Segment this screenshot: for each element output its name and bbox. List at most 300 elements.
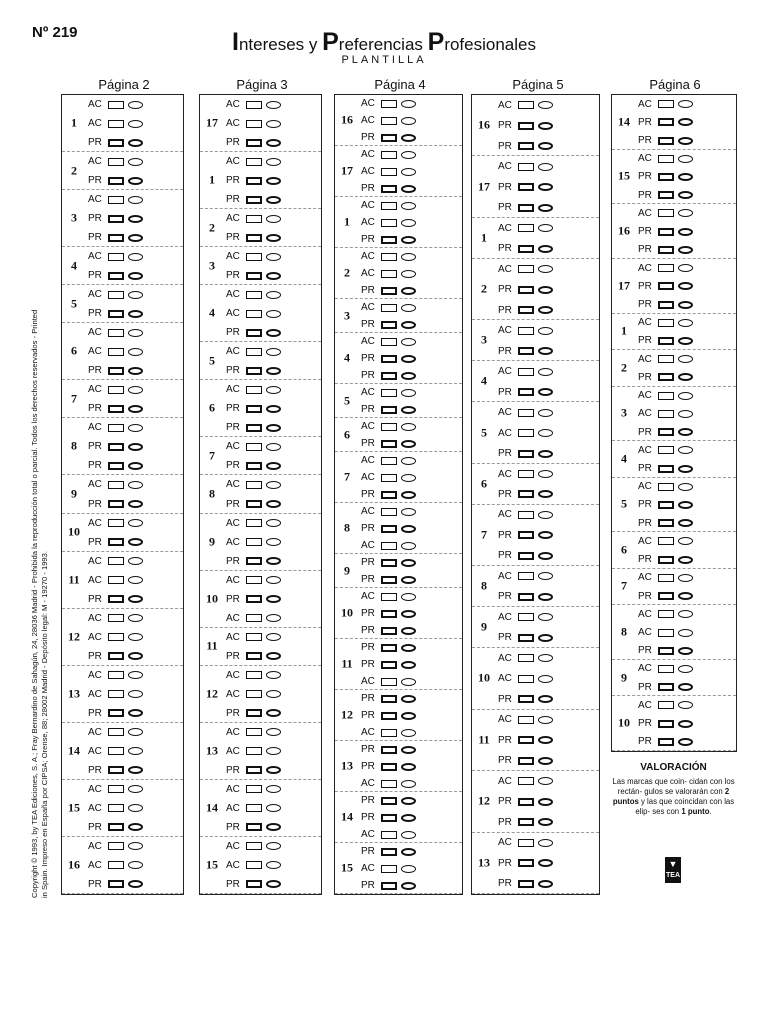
item-row [472, 566, 599, 607]
option-label: AC [88, 156, 102, 168]
oval-mark-icon [678, 683, 693, 691]
oval-mark-icon [401, 508, 416, 516]
oval-mark-icon [128, 405, 143, 413]
oval-mark-icon [266, 272, 281, 280]
answer-option [361, 318, 416, 331]
rect-mark-icon [518, 368, 534, 376]
option-label: AC [361, 506, 375, 517]
answer-option [88, 136, 143, 149]
oval-mark-icon [266, 367, 281, 375]
answer-option [226, 193, 281, 206]
item-number: 10 [206, 591, 218, 606]
oval-mark-icon [128, 519, 143, 527]
answer-option [498, 283, 553, 296]
page-header: Página 4 [374, 77, 426, 92]
answer-option [361, 811, 416, 824]
oval-mark-icon [678, 446, 693, 454]
answer-option [498, 754, 553, 767]
rect-mark-icon [246, 614, 262, 622]
answer-option [226, 574, 281, 587]
oval-mark-icon [401, 440, 416, 448]
answer-option [88, 802, 143, 815]
option-label: AC [88, 422, 102, 434]
answer-option [498, 795, 553, 808]
rect-mark-icon [518, 347, 534, 355]
answer-option [88, 707, 143, 720]
item-row [335, 333, 462, 384]
rect-mark-icon [108, 196, 124, 204]
option-label: AC [361, 336, 375, 347]
item-number: 6 [71, 343, 77, 358]
option-label: PR [638, 135, 652, 147]
rect-mark-icon [658, 428, 674, 436]
answer-option [226, 269, 281, 282]
rect-mark-icon [518, 880, 534, 888]
option-label: AC [88, 688, 102, 700]
rect-mark-icon [246, 538, 262, 546]
option-label: PR [88, 498, 102, 510]
rect-mark-icon [246, 576, 262, 584]
rect-mark-icon [518, 101, 534, 109]
item-number: 9 [621, 670, 627, 685]
rect-mark-icon [381, 185, 397, 193]
rect-mark-icon [518, 613, 534, 621]
item-number: 5 [621, 496, 627, 511]
item-number: 2 [209, 220, 215, 235]
answer-option [638, 735, 693, 748]
answer-option [88, 174, 143, 187]
option-label: PR [638, 499, 652, 511]
oval-mark-icon [128, 652, 143, 660]
option-label: PR [361, 642, 375, 653]
option-label: PR [638, 681, 652, 693]
scoring-legend [611, 762, 736, 817]
oval-mark-icon [128, 481, 143, 489]
rect-mark-icon [381, 780, 397, 788]
answer-option [638, 262, 693, 275]
rect-mark-icon [381, 848, 397, 856]
oval-mark-icon [266, 538, 281, 546]
item-number: 9 [481, 619, 487, 634]
rect-mark-icon [658, 173, 674, 181]
rect-mark-icon [381, 542, 397, 550]
item-row [612, 696, 736, 751]
oval-mark-icon [678, 537, 693, 545]
item-number: 3 [621, 405, 627, 420]
oval-mark-icon [128, 120, 143, 128]
item-number: 16 [68, 857, 80, 872]
item-row [62, 380, 183, 418]
oval-mark-icon [266, 348, 281, 356]
oval-mark-icon [401, 423, 416, 431]
option-label: PR [638, 463, 652, 475]
answer-option [498, 570, 553, 583]
option-label: AC [638, 663, 652, 675]
item-row [612, 532, 736, 568]
rect-mark-icon [246, 861, 262, 869]
oval-mark-icon [401, 355, 416, 363]
answer-option [498, 488, 553, 501]
item-number: 15 [618, 168, 630, 183]
rect-mark-icon [658, 519, 674, 527]
option-label: PR [226, 137, 240, 149]
option-label: AC [361, 472, 375, 483]
option-label: PR [88, 308, 102, 320]
answer-option [361, 267, 416, 280]
rect-mark-icon [658, 629, 674, 637]
answer-option [88, 555, 143, 568]
rect-mark-icon [381, 389, 397, 397]
rect-mark-icon [108, 253, 124, 261]
option-label: PR [361, 319, 375, 330]
option-label: AC [638, 390, 652, 402]
rect-mark-icon [381, 236, 397, 244]
oval-mark-icon [128, 177, 143, 185]
option-label: PR [88, 650, 102, 662]
oval-mark-icon [538, 306, 553, 314]
rect-mark-icon [246, 367, 262, 375]
oval-mark-icon [538, 286, 553, 294]
rect-mark-icon [518, 572, 534, 580]
rect-mark-icon [108, 728, 124, 736]
answer-option [361, 284, 416, 297]
rect-mark-icon [381, 202, 397, 210]
answer-option [226, 421, 281, 434]
rect-mark-icon [108, 291, 124, 299]
oval-mark-icon [538, 183, 553, 191]
rect-mark-icon [658, 501, 674, 509]
oval-mark-icon [128, 367, 143, 375]
answer-option [226, 783, 281, 796]
rect-mark-icon [381, 372, 397, 380]
option-label: PR [88, 403, 102, 415]
oval-mark-icon [678, 483, 693, 491]
answer-option [226, 364, 281, 377]
item-number: 10 [341, 605, 353, 620]
answer-option [226, 612, 281, 625]
item-number: 1 [621, 323, 627, 338]
oval-mark-icon [266, 728, 281, 736]
rect-mark-icon [381, 321, 397, 329]
item-number: 13 [206, 743, 218, 758]
answer-option [361, 760, 416, 773]
rect-mark-icon [518, 490, 534, 498]
rect-mark-icon [658, 228, 674, 236]
rect-mark-icon [381, 134, 397, 142]
oval-mark-icon [538, 409, 553, 417]
answer-option [361, 182, 416, 195]
oval-mark-icon [266, 557, 281, 565]
item-number: 4 [209, 305, 215, 320]
oval-mark-icon [678, 465, 693, 473]
oval-mark-icon [678, 701, 693, 709]
answer-option [638, 189, 693, 202]
rect-mark-icon [658, 282, 674, 290]
answer-option [88, 364, 143, 377]
oval-mark-icon [128, 310, 143, 318]
option-label: PR [361, 795, 375, 806]
option-label: AC [88, 384, 102, 396]
oval-mark-icon [678, 137, 693, 145]
oval-mark-icon [678, 738, 693, 746]
answer-option [88, 669, 143, 682]
option-label: PR [226, 194, 240, 206]
item-number: 15 [68, 800, 80, 815]
item-number: 16 [478, 117, 490, 132]
option-label: AC [88, 631, 102, 643]
item-number: 3 [209, 258, 215, 273]
oval-mark-icon [128, 842, 143, 850]
oval-mark-icon [266, 291, 281, 299]
answer-option [498, 713, 553, 726]
answer-option [88, 383, 143, 396]
rect-mark-icon [381, 865, 397, 873]
rect-mark-icon [658, 137, 674, 145]
option-label: PR [88, 821, 102, 833]
option-label: AC [226, 688, 240, 700]
page-header: Página 6 [649, 77, 701, 92]
oval-mark-icon [128, 690, 143, 698]
oval-mark-icon [401, 729, 416, 737]
rect-mark-icon [381, 644, 397, 652]
option-label: AC [226, 745, 240, 757]
rect-mark-icon [108, 842, 124, 850]
oval-mark-icon [538, 470, 553, 478]
rect-mark-icon [658, 665, 674, 673]
item-number: 1 [344, 214, 350, 229]
item-row [472, 464, 599, 505]
option-label: PR [88, 213, 102, 225]
option-label: PR [361, 744, 375, 755]
option-label: PR [361, 812, 375, 823]
rect-mark-icon [658, 592, 674, 600]
oval-mark-icon [128, 291, 143, 299]
answer-option [498, 631, 553, 644]
answer-option [88, 840, 143, 853]
oval-mark-icon [401, 117, 416, 125]
rect-mark-icon [518, 450, 534, 458]
option-label: AC [498, 99, 512, 111]
option-label: PR [498, 632, 512, 644]
oval-mark-icon [266, 633, 281, 641]
rect-mark-icon [108, 215, 124, 223]
rect-mark-icon [381, 508, 397, 516]
rect-mark-icon [108, 880, 124, 888]
answer-option [498, 324, 553, 337]
answer-option [638, 662, 693, 675]
option-label: PR [88, 232, 102, 244]
rect-mark-icon [381, 440, 397, 448]
oval-mark-icon [538, 101, 553, 109]
oval-mark-icon [128, 500, 143, 508]
answer-option [638, 334, 693, 347]
rect-mark-icon [246, 557, 262, 565]
option-label: AC [638, 572, 652, 584]
oval-mark-icon [401, 542, 416, 550]
answer-option [88, 783, 143, 796]
rect-mark-icon [381, 797, 397, 805]
oval-mark-icon [266, 519, 281, 527]
answer-option [498, 222, 553, 235]
item-number: 10 [68, 524, 80, 539]
option-label: PR [88, 460, 102, 472]
oval-mark-icon [401, 593, 416, 601]
answer-option [361, 573, 416, 586]
oval-mark-icon [678, 373, 693, 381]
rect-mark-icon [518, 429, 534, 437]
oval-mark-icon [678, 410, 693, 418]
item-number: 11 [68, 572, 80, 587]
item-number: 6 [621, 542, 627, 557]
option-label: PR [498, 816, 512, 828]
rect-mark-icon [246, 766, 262, 774]
oval-mark-icon [401, 525, 416, 533]
option-label: PR [361, 353, 375, 364]
item-row [472, 402, 599, 463]
answer-option [88, 517, 143, 530]
rect-mark-icon [246, 196, 262, 204]
answer-option [226, 402, 281, 415]
option-label: PR [226, 650, 240, 662]
option-label: PR [226, 403, 240, 415]
oval-mark-icon [678, 610, 693, 618]
item-row [472, 361, 599, 402]
option-label: AC [361, 455, 375, 466]
rect-mark-icon [108, 310, 124, 318]
rect-mark-icon [246, 253, 262, 261]
answer-option [226, 231, 281, 244]
option-label: AC [638, 98, 652, 110]
answer-option [88, 650, 143, 663]
rect-mark-icon [518, 183, 534, 191]
rect-mark-icon [658, 701, 674, 709]
oval-mark-icon [266, 747, 281, 755]
oval-mark-icon [266, 481, 281, 489]
answer-option [226, 307, 281, 320]
rect-mark-icon [246, 690, 262, 698]
item-number: 16 [618, 223, 630, 238]
answer-option [361, 420, 416, 433]
option-label: PR [638, 718, 652, 730]
answer-column [471, 94, 600, 895]
answer-option [498, 508, 553, 521]
item-number: 14 [206, 800, 218, 815]
option-label: PR [498, 284, 512, 296]
rect-mark-icon [381, 525, 397, 533]
answer-option [361, 352, 416, 365]
option-label: PR [498, 386, 512, 398]
option-label: AC [361, 217, 375, 228]
option-label: AC [88, 802, 102, 814]
item-number: 8 [209, 486, 215, 501]
rect-mark-icon [108, 538, 124, 546]
answer-option [498, 529, 553, 542]
option-label: AC [226, 441, 240, 453]
item-number: 17 [341, 163, 353, 178]
answer-option [88, 250, 143, 263]
copyright-notice [30, 98, 49, 898]
rect-mark-icon [518, 859, 534, 867]
answer-option [88, 459, 143, 472]
rect-mark-icon [518, 777, 534, 785]
option-label: AC [88, 517, 102, 529]
option-label: PR [638, 280, 652, 292]
rect-mark-icon [108, 158, 124, 166]
oval-mark-icon [538, 736, 553, 744]
copyright-line-2: in Spain. Impreso en España por CIPSA; Orense, 88; 28002 Madrid - Depósito legal: M - 19270 - 1993. [39, 551, 49, 898]
rect-mark-icon [658, 483, 674, 491]
rect-mark-icon [658, 301, 674, 309]
answer-option [498, 836, 553, 849]
oval-mark-icon [266, 101, 281, 109]
oval-mark-icon [401, 287, 416, 295]
rect-mark-icon [246, 120, 262, 128]
option-label: PR [226, 232, 240, 244]
item-row [612, 478, 736, 533]
item-row [200, 152, 321, 209]
item-number: 5 [209, 353, 215, 368]
rect-mark-icon [381, 219, 397, 227]
option-label: PR [361, 761, 375, 772]
answer-column [199, 94, 322, 895]
item-row [200, 780, 321, 837]
answer-option [638, 280, 693, 293]
oval-mark-icon [266, 861, 281, 869]
answer-option [226, 440, 281, 453]
option-label: PR [226, 878, 240, 890]
option-label: AC [361, 591, 375, 602]
option-label: PR [638, 335, 652, 347]
answer-option [361, 131, 416, 144]
rect-mark-icon [381, 270, 397, 278]
oval-mark-icon [678, 392, 693, 400]
answer-option [361, 862, 416, 875]
oval-mark-icon [678, 629, 693, 637]
rect-mark-icon [518, 757, 534, 765]
option-label: AC [361, 302, 375, 313]
item-number: 5 [481, 425, 487, 440]
oval-mark-icon [678, 282, 693, 290]
rect-mark-icon [381, 100, 397, 108]
rect-mark-icon [658, 373, 674, 381]
item-row [335, 384, 462, 418]
item-number: 8 [481, 578, 487, 593]
answer-option [638, 590, 693, 603]
answer-option [88, 536, 143, 549]
item-row [472, 505, 599, 566]
item-number: 4 [481, 373, 487, 388]
option-label: PR [498, 550, 512, 562]
item-row [200, 437, 321, 475]
oval-mark-icon [538, 531, 553, 539]
rect-mark-icon [108, 329, 124, 337]
oval-mark-icon [266, 785, 281, 793]
oval-mark-icon [266, 462, 281, 470]
option-label: AC [226, 346, 240, 358]
rect-mark-icon [518, 142, 534, 150]
option-label: PR [361, 625, 375, 636]
rect-mark-icon [658, 446, 674, 454]
answer-option [638, 535, 693, 548]
answer-option [638, 717, 693, 730]
oval-mark-icon [678, 246, 693, 254]
rect-mark-icon [381, 678, 397, 686]
oval-mark-icon [128, 823, 143, 831]
answer-option [88, 345, 143, 358]
oval-mark-icon [266, 177, 281, 185]
answer-option [498, 775, 553, 788]
oval-mark-icon [128, 253, 143, 261]
